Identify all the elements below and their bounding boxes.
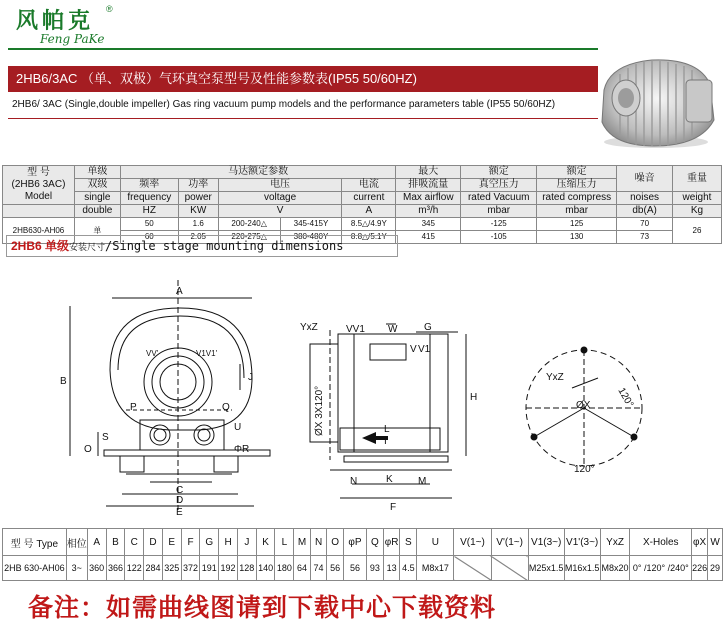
compress-header-en: rated compress	[537, 192, 617, 205]
dim-header: U	[417, 529, 454, 556]
label-V: V	[410, 344, 417, 355]
label-G: G	[424, 322, 432, 333]
dimension-header-row	[3, 529, 723, 556]
dim-value: 360	[87, 556, 106, 581]
label-N: N	[350, 476, 358, 487]
dim-header: H	[219, 529, 238, 556]
dim-value: 74	[310, 556, 327, 581]
label-YxZ: YxZ	[300, 322, 318, 333]
dim-header: M	[294, 529, 311, 556]
section-heading-cn: 安装尺寸	[69, 242, 106, 252]
cell-noise: 73	[617, 231, 673, 244]
label-120-b: 120°	[574, 464, 595, 475]
dim-value: 226	[692, 556, 708, 581]
dim-header: L	[275, 529, 294, 556]
voltage-unit: V	[218, 205, 342, 218]
section-heading-model: 2HB6 单级	[11, 239, 70, 253]
table-row	[3, 218, 722, 231]
label-A: A	[176, 286, 183, 297]
cell-airflow: 415	[396, 231, 461, 244]
dim-value: 93	[367, 556, 384, 581]
dimension-table	[2, 528, 723, 581]
row-model: 2HB630-AH06	[3, 218, 75, 244]
dim-header: C	[125, 529, 144, 556]
dim-value: 366	[106, 556, 125, 581]
stage-double-header: double	[74, 205, 120, 218]
cell-vacuum: -125	[461, 218, 537, 231]
rated-header-1: 额定	[461, 166, 537, 179]
dim-value: 64	[294, 556, 311, 581]
stage-header: 单级	[74, 166, 120, 179]
dim-value: M8x17	[417, 556, 454, 581]
label-W: W	[388, 324, 398, 335]
label-phiX: ØX 3X120°	[314, 385, 325, 436]
freq-header-en: frequency	[120, 192, 178, 205]
dim-value: 4.5	[400, 556, 417, 581]
side-view-labels	[300, 322, 477, 513]
dim-value: M16x1.5	[564, 556, 600, 581]
dim-value: 325	[162, 556, 181, 581]
dim-header: V1'(3~)	[564, 529, 600, 556]
cell-airflow: 345	[396, 218, 461, 231]
vacuum-header-en: rated Vacuum	[461, 192, 537, 205]
stage-single-header: single	[74, 192, 120, 205]
dim-header: B	[106, 529, 125, 556]
cell-power: 2.05	[178, 231, 218, 244]
label-L: L	[384, 424, 390, 435]
power-unit: KW	[178, 205, 218, 218]
side-view	[310, 324, 466, 498]
subtitle-divider	[8, 118, 598, 119]
label-D: D	[176, 495, 184, 506]
cell-current: 8.5△/4.9Y	[342, 218, 396, 231]
cell-voltage-delta: 200-240△	[218, 218, 280, 231]
vacuum-header-cn: 真空压力	[461, 179, 537, 192]
model-unit-cell	[3, 205, 75, 218]
cell-compress: 125	[537, 218, 617, 231]
label-M: M	[418, 476, 427, 487]
stage2-header: 双级	[74, 179, 120, 192]
cell-power: 1.6	[178, 218, 218, 231]
label-phiX-flange: ØX	[576, 400, 591, 411]
dim-header: A	[87, 529, 106, 556]
label-C: C	[176, 485, 184, 496]
max-header: 最大	[396, 166, 461, 179]
page-subtitle: 2HB6/ 3AC (Single,double impeller) Gas ring vacuum pump models and the performance parameters table (IP55 50/60HZ)	[12, 99, 556, 110]
dim-value: 284	[144, 556, 163, 581]
dim-header: V'(1~)	[491, 529, 528, 556]
dim-header: N	[310, 529, 327, 556]
label-J: J	[248, 372, 253, 383]
dim-header: Q	[367, 529, 384, 556]
dim-header: E	[162, 529, 181, 556]
dim-value: 128	[237, 556, 256, 581]
logo-registered-mark: ®	[106, 4, 113, 14]
weight-unit: Kg	[673, 205, 722, 218]
rated-header-2: 额定	[537, 166, 617, 179]
weight-header-cn: 重量	[673, 166, 722, 192]
label-K: K	[386, 474, 393, 485]
label-S: S	[102, 432, 109, 443]
dim-header: φR	[383, 529, 400, 556]
dim-header: G	[200, 529, 219, 556]
current-header-cn: 电流	[342, 179, 396, 192]
cell-freq: 60	[120, 231, 178, 244]
cell-vacuum: -105	[461, 231, 537, 244]
dim-header: 型 号 Type	[3, 529, 67, 556]
performance-table	[2, 165, 722, 244]
power-header-cn: 功率	[178, 179, 218, 192]
dim-value: 372	[181, 556, 200, 581]
label-E: E	[176, 507, 183, 518]
mounting-dimension-drawing	[0, 260, 725, 522]
dim-header: 相位	[66, 529, 87, 556]
airflow-header-en: Max airflow	[396, 192, 461, 205]
dim-header: V(1~)	[454, 529, 491, 556]
label-F: F	[390, 502, 397, 513]
freq-unit: HZ	[120, 205, 178, 218]
dim-value-empty-diagonal	[491, 556, 528, 581]
dim-value: 140	[256, 556, 275, 581]
airflow-unit: m³/h	[396, 205, 461, 218]
logo-english: Feng PaKe	[40, 32, 105, 46]
label-V1: V1	[418, 344, 431, 355]
flange-view-labels	[546, 372, 635, 475]
label-B: B	[60, 376, 67, 387]
dim-value: 56	[327, 556, 344, 581]
cell-freq: 50	[120, 218, 178, 231]
noise-unit: db(A)	[617, 205, 673, 218]
dim-value: M8x20	[600, 556, 630, 581]
label-I: I	[384, 436, 387, 447]
current-unit: A	[342, 205, 396, 218]
dim-header: S	[400, 529, 417, 556]
freq-header-cn: 频率	[120, 179, 178, 192]
model-header: 型 号 (2HB6 3AC) Model	[3, 166, 75, 205]
dim-value-empty-diagonal	[454, 556, 491, 581]
label-O: O	[84, 444, 92, 455]
voltage-header-en: voltage	[218, 192, 342, 205]
dim-value: 13	[383, 556, 400, 581]
front-view	[70, 280, 270, 510]
label-VV: VV'	[146, 349, 159, 358]
dim-value: 191	[200, 556, 219, 581]
voltage-header-cn: 电压	[218, 179, 342, 192]
label-Q: Q	[222, 402, 230, 413]
weight-header-en: weight	[673, 192, 722, 205]
pump-photo	[590, 50, 722, 160]
current-header-en: current	[342, 192, 396, 205]
cell-weight: 26	[673, 218, 722, 244]
dim-header: J	[237, 529, 256, 556]
compress-unit: mbar	[537, 205, 617, 218]
table-row	[3, 556, 723, 581]
dim-value: 56	[343, 556, 366, 581]
dim-value: 0° /120° /240°	[630, 556, 692, 581]
airflow-header-cn: 排吸流量	[396, 179, 461, 192]
section-heading-en: /Single stage mounting dimensions	[105, 239, 344, 253]
motor-group-header: 马达额定参数	[120, 166, 396, 179]
dim-value: 180	[275, 556, 294, 581]
cell-voltage-y: 345-415Y	[280, 218, 342, 231]
noise-header-en: noises	[617, 192, 673, 205]
dim-header: W	[708, 529, 723, 556]
cell-noise: 70	[617, 218, 673, 231]
logo-chinese: 风帕克	[16, 8, 95, 34]
label-P: P	[130, 402, 137, 413]
dim-value: M25x1.5	[528, 556, 564, 581]
cell-voltage-delta: 220-275△	[218, 231, 280, 244]
dim-value: 29	[708, 556, 723, 581]
vacuum-unit: mbar	[461, 205, 537, 218]
dim-header: F	[181, 529, 200, 556]
dim-header: D	[144, 529, 163, 556]
label-V1V1: V1V1'	[196, 349, 218, 358]
noise-header-cn: 噪音	[617, 166, 673, 192]
dim-value: 192	[219, 556, 238, 581]
power-header-en: power	[178, 192, 218, 205]
label-R: ΦR	[234, 444, 250, 455]
label-H: H	[470, 392, 478, 403]
row-stage: 单	[74, 218, 120, 244]
compress-header-cn: 压缩压力	[537, 179, 617, 192]
page-title-banner: 2HB6/3AC （单、双极）气环真空泵型号及性能参数表(IP55 50/60HZ)	[8, 66, 598, 92]
front-view-labels	[60, 286, 253, 518]
dim-header: YxZ	[600, 529, 630, 556]
cell-voltage-y: 380-480Y	[280, 231, 342, 244]
dim-value: 122	[125, 556, 144, 581]
dim-header: φX	[692, 529, 708, 556]
dim-header: V1(3~)	[528, 529, 564, 556]
download-remark: 备注：如需曲线图请到下载中心下载资料	[28, 593, 497, 622]
dim-header: X-Holes	[630, 529, 692, 556]
label-VV1: VV1	[346, 324, 365, 335]
section-heading	[6, 235, 398, 257]
cell-current: 8.8△/5.1Y	[342, 231, 396, 244]
dim-header: K	[256, 529, 275, 556]
label-U: U	[234, 422, 242, 433]
dim-value: 2HB 630-AH06	[3, 556, 67, 581]
dim-header: O	[327, 529, 344, 556]
cell-compress: 130	[537, 231, 617, 244]
dim-value: 3~	[66, 556, 87, 581]
header-divider	[8, 48, 598, 50]
label-120-a: 120°	[615, 386, 636, 410]
dim-header: φP	[343, 529, 366, 556]
label-YxZ-flange: YxZ	[546, 372, 564, 383]
